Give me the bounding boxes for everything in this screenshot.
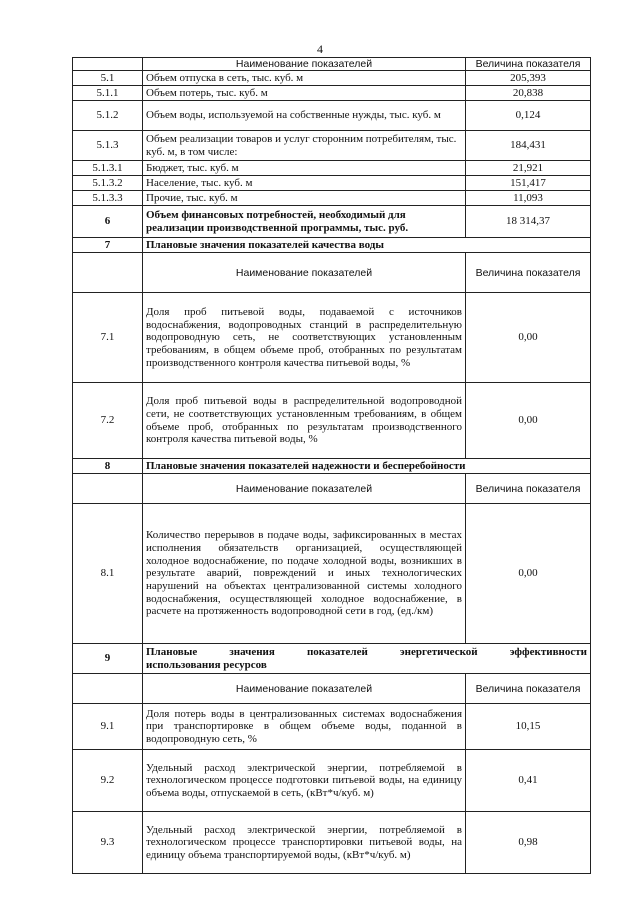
- header-name-cell: Наименование показателей: [143, 474, 466, 504]
- section-title-line-2: использования ресурсов: [146, 658, 267, 671]
- table-row: [73, 101, 591, 131]
- row-name: Доля проб питьевой воды в распределительной водопроводной сети, не соответствующих установленным требованиям, в общем объеме проб, отобранных по результатам производственного контроля качества питьевой воды, %: [143, 383, 466, 459]
- row-number: 5.1.1: [73, 86, 143, 101]
- row-name: Количество перерывов в подаче воды, зафиксированных в местах исполнения обязательств организацией, осуществляющей холодное водоснабжение, по подаче холодной воды, возникших в результате аварий, повреждений и иных технологических нарушений на объектах централизованной системы холодного водоснабжения, осуществляющей холодное водоснабжение, в расчете на протяженность водопроводной сети в год, (ед./км): [143, 504, 466, 644]
- table-row: [73, 704, 591, 750]
- header-name-cell: Наименование показателей: [143, 253, 466, 293]
- table-row: [73, 86, 591, 101]
- row-number: 9.2: [73, 750, 143, 812]
- row-number: 5.1.3.3: [73, 191, 143, 206]
- section-7-title-row: [73, 238, 591, 253]
- row-name: Доля потерь воды в централизованных системах водоснабжения при транспортировке в общем объеме воды, поданной в водопроводную сеть, %: [143, 704, 466, 750]
- table-row: [73, 191, 591, 206]
- header-num-cell: [73, 253, 143, 293]
- row-value: 0,00: [466, 293, 591, 383]
- row-value: 0,124: [466, 101, 591, 131]
- header-value-cell: Величина показателя: [466, 58, 591, 71]
- section-title: Плановые значения показателей надежности и бесперебойности: [143, 459, 591, 474]
- row-name: Бюджет, тыс. куб. м: [143, 161, 466, 176]
- table-row: [73, 176, 591, 191]
- row-value: 0,00: [466, 504, 591, 644]
- row-name: Объем воды, используемой на собственные нужды, тыс. куб. м: [143, 101, 466, 131]
- header-value-cell: Величина показателя: [466, 674, 591, 704]
- section-6-row: [73, 206, 591, 238]
- row-number: 7.1: [73, 293, 143, 383]
- header-name-cell: Наименование показателей: [143, 674, 466, 704]
- table-row: [73, 161, 591, 176]
- row-number: 9.3: [73, 812, 143, 874]
- header-value-cell: Величина показателя: [466, 253, 591, 293]
- section-number: 7: [73, 238, 143, 253]
- header-value-cell: Величина показателя: [466, 474, 591, 504]
- row-value: 0,98: [466, 812, 591, 874]
- table-row: [73, 293, 591, 383]
- row-value: 205,393: [466, 71, 591, 86]
- header-num-cell: [73, 474, 143, 504]
- row-name: Удельный расход электрической энергии, потребляемой в технологическом процессе транспортировки питьевой воды, на единицу объема транспортируемой воды, (кВт*ч/куб. м): [143, 812, 466, 874]
- row-name: Объем отпуска в сеть, тыс. куб. м: [143, 71, 466, 86]
- row-name: Прочие, тыс. куб. м: [143, 191, 466, 206]
- row-name: Объем потерь, тыс. куб. м: [143, 86, 466, 101]
- row-number: 5.1.3: [73, 131, 143, 161]
- row-name: Доля проб питьевой воды, подаваемой с источников водоснабжения, водопроводных станций в распределительную водопроводную сеть, не соответствующих установленным требованиям, в общем объеме проб, отобранных по результатам производственного контроля качества питьевой воды, %: [143, 293, 466, 383]
- row-number: 5.1: [73, 71, 143, 86]
- row-number: 8.1: [73, 504, 143, 644]
- row-value: 0,00: [466, 383, 591, 459]
- section-name: Объем финансовых потребностей, необходимый для реализации производственной программы, тыс. руб.: [143, 206, 466, 238]
- table-row: [73, 71, 591, 86]
- row-value: 0,41: [466, 750, 591, 812]
- section-title: [143, 644, 591, 674]
- section-9-title-row: [73, 644, 591, 674]
- row-value: 151,417: [466, 176, 591, 191]
- indicators-table: [72, 57, 591, 874]
- table-header-row: [73, 58, 591, 71]
- section-number: 9: [73, 644, 143, 674]
- row-value: 21,921: [466, 161, 591, 176]
- row-value: 11,093: [466, 191, 591, 206]
- table-row: [73, 383, 591, 459]
- table-row: [73, 131, 591, 161]
- section-number: 6: [73, 206, 143, 238]
- header-name-cell: Наименование показателей: [143, 58, 466, 71]
- row-number: 5.1.3.1: [73, 161, 143, 176]
- section-8-title-row: [73, 459, 591, 474]
- row-number: 9.1: [73, 704, 143, 750]
- table-row: [73, 504, 591, 644]
- row-value: 10,15: [466, 704, 591, 750]
- row-name: Население, тыс. куб. м: [143, 176, 466, 191]
- section-number: 8: [73, 459, 143, 474]
- section-value: 18 314,37: [466, 206, 591, 238]
- section-9-header-row: [73, 674, 591, 704]
- header-num-cell: [73, 58, 143, 71]
- section-7-header-row: [73, 253, 591, 293]
- row-name: Удельный расход электрической энергии, потребляемой в технологическом процессе подготовки питьевой воды, на единицу объема воды, отпускаемой в сеть, (кВт*ч/куб. м): [143, 750, 466, 812]
- row-number: 7.2: [73, 383, 143, 459]
- row-number: 5.1.3.2: [73, 176, 143, 191]
- row-number: 5.1.2: [73, 101, 143, 131]
- section-title: Плановые значения показателей качества воды: [143, 238, 591, 253]
- row-name: Объем реализации товаров и услуг сторонним потребителям, тыс. куб. м, в том числе:: [143, 131, 466, 161]
- page-number: 4: [317, 42, 323, 56]
- table-row: [73, 750, 591, 812]
- section-title-line-1: Плановые значения показателей энергетической эффективности: [146, 645, 587, 658]
- header-num-cell: [73, 674, 143, 704]
- table-row: [73, 812, 591, 874]
- row-value: 184,431: [466, 131, 591, 161]
- section-8-header-row: [73, 474, 591, 504]
- row-value: 20,838: [466, 86, 591, 101]
